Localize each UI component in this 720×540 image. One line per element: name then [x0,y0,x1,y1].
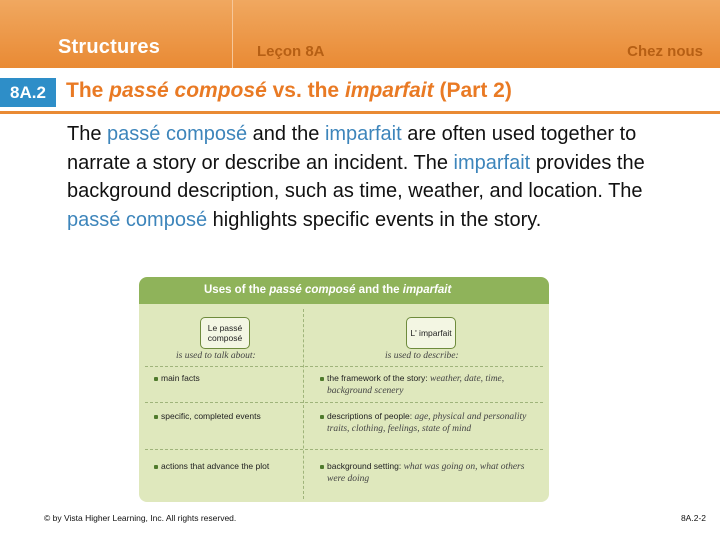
row-divider [145,402,543,403]
section-badge: 8A.2 [0,78,56,107]
bullet [320,465,324,469]
left-cell: actions that advance the plot [161,461,270,471]
copyright-notice: © by Vista Higher Learning, Inc. All rights reserved. [44,513,237,523]
imparfait-box: L' imparfait [406,317,456,349]
header-book: Chez nous [627,43,703,60]
header-bar [0,0,720,68]
section-title: The passé composé vs. the imparfait (Part 2) [66,79,512,102]
term-imparfait: imparfait [453,151,531,174]
term-imparfait: imparfait [324,123,402,145]
passe-compose-box: Le passé composé [200,317,250,349]
right-cell: the framework of the story: weather, date, time, background scenery [327,373,505,396]
subheader-divider [0,111,720,114]
bullet [320,377,324,381]
term-passe-compose: passé composé [107,123,248,145]
bullet [154,377,158,381]
row-divider [145,366,543,367]
page-number: 8A.2-2 [680,513,706,523]
header-lesson: Leçon 8A [257,43,325,60]
header-separator [232,0,233,68]
table-heading: Uses of the passé composé and the imparfait [139,277,549,304]
bullet [154,465,158,469]
term-passe-compose: passé composé [67,208,208,231]
right-caption: is used to describe: [385,351,459,361]
row-divider [145,449,543,450]
right-cell: background setting: what was going on, what others were doing [327,461,525,484]
uses-table [139,277,549,502]
left-cell: main facts [161,373,200,383]
intro-paragraph: The passé composé and the imparfait are often used together to narrate a story or describe an incident. The imparfait provides the background description, such as time, weather, and location. The passé composé highlights specific events in the story. [67,123,645,231]
bullet [320,415,324,419]
left-caption: is used to talk about: [176,351,256,361]
header-title: Structures [58,36,161,58]
right-cell: descriptions of people: age, physical and personality traits, clothing, feelings, state of mind [327,411,527,434]
column-divider [303,309,304,499]
left-cell: specific, completed events [161,411,261,421]
bullet [154,415,158,419]
